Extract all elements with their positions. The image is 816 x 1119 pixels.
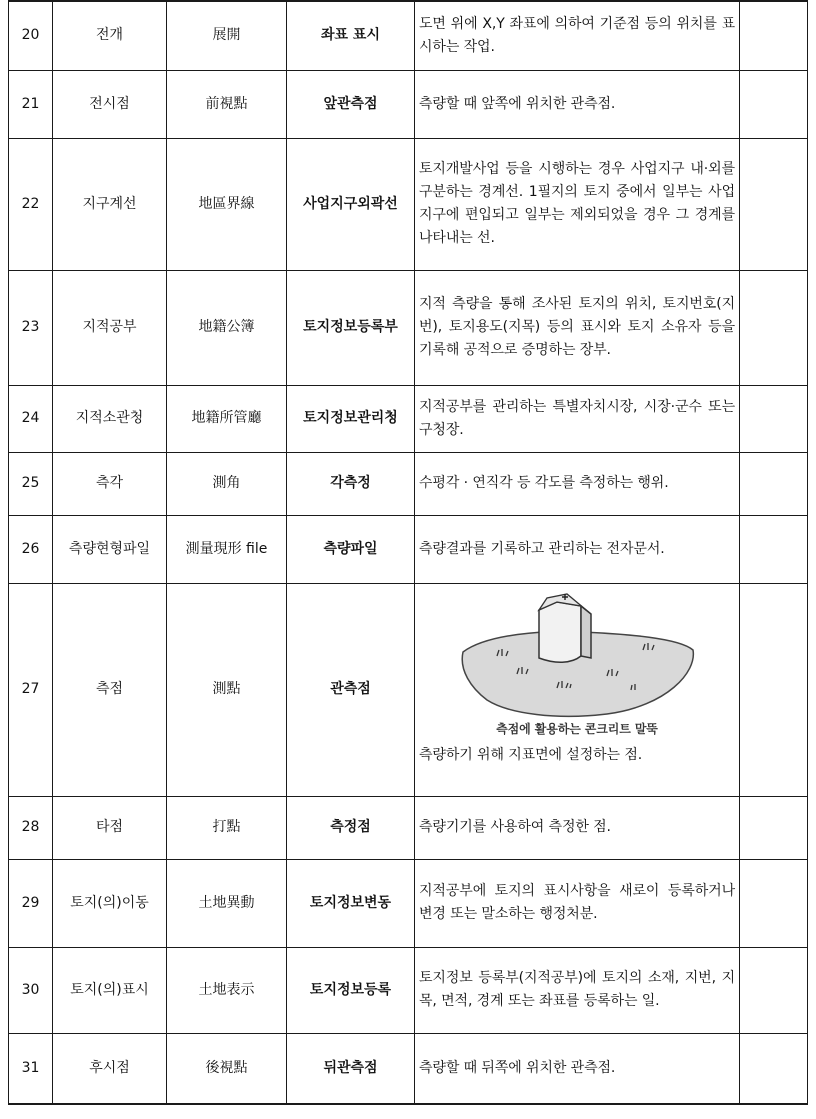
- korean-term: 측점: [53, 583, 167, 796]
- table-row: [9, 583, 808, 796]
- table-row: [9, 270, 808, 385]
- korean-term: 지구계선: [53, 138, 167, 270]
- definition: 토지정보 등록부(지적공부)에 토지의 소재, 지번, 지목, 면적, 경계 또는 좌표를 등록하는 일.: [415, 947, 740, 1033]
- remarks-cell: [740, 385, 808, 452]
- row-number: 29: [9, 859, 53, 947]
- korean-term: 전개: [53, 1, 167, 70]
- remarks-cell: [740, 452, 808, 515]
- table-row: [9, 859, 808, 947]
- remarks-cell: [740, 138, 808, 270]
- replacement-term: 측량파일: [287, 515, 415, 583]
- remarks-cell: [740, 1033, 808, 1104]
- illustration-caption: 측점에 활용하는 콘크리트 말뚝: [496, 721, 658, 736]
- table-row: [9, 947, 808, 1033]
- remarks-cell: [740, 796, 808, 859]
- row-number: 31: [9, 1033, 53, 1104]
- replacement-term: 토지정보변동: [287, 859, 415, 947]
- replacement-term: 측정점: [287, 796, 415, 859]
- hanja-term: 測角: [167, 452, 287, 515]
- remarks-cell: [740, 1, 808, 70]
- row-number: 28: [9, 796, 53, 859]
- korean-term: 지적공부: [53, 270, 167, 385]
- row-number: 26: [9, 515, 53, 583]
- definition: 지적공부를 관리하는 특별자치시장, 시장·군수 또는 구청장.: [415, 385, 740, 452]
- table-row: [9, 70, 808, 138]
- row-number: 27: [9, 583, 53, 796]
- definition: 측량하기 위해 지표면에 설정하는 점.: [419, 746, 643, 763]
- replacement-term: 앞관측점: [287, 70, 415, 138]
- row-number: 22: [9, 138, 53, 270]
- row-number: 21: [9, 70, 53, 138]
- korean-term: 지적소관청: [53, 385, 167, 452]
- definition: 측량할 때 앞쪽에 위치한 관측점.: [415, 70, 740, 138]
- hanja-term: 前視點: [167, 70, 287, 138]
- hanja-term: 土地表示: [167, 947, 287, 1033]
- table-row: [9, 515, 808, 583]
- remarks-cell: [740, 947, 808, 1033]
- hanja-term: 展開: [167, 1, 287, 70]
- korean-term: 전시점: [53, 70, 167, 138]
- hanja-term: 測量現形 file: [167, 515, 287, 583]
- definition: 측량기기를 사용하여 측정한 점.: [415, 796, 740, 859]
- definition-with-illustration: [415, 583, 740, 796]
- remarks-cell: [740, 270, 808, 385]
- korean-term: 타점: [53, 796, 167, 859]
- hanja-term: 測點: [167, 583, 287, 796]
- glossary-table: [8, 0, 808, 1105]
- replacement-term: 토지정보관리청: [287, 385, 415, 452]
- hanja-term: 地籍所管廳: [167, 385, 287, 452]
- table-row: [9, 452, 808, 515]
- replacement-term: 뒤관측점: [287, 1033, 415, 1104]
- definition: 지적공부에 토지의 표시사항을 새로이 등록하거나 변경 또는 말소하는 행정처분.: [415, 859, 740, 947]
- korean-term: 측량현형파일: [53, 515, 167, 583]
- row-number: 25: [9, 452, 53, 515]
- concrete-survey-marker-illustration: [457, 590, 697, 718]
- definition: 도면 위에 X,Y 좌표에 의하여 기준점 등의 위치를 표시하는 작업.: [415, 1, 740, 70]
- table-row: [9, 1033, 808, 1104]
- korean-term: 후시점: [53, 1033, 167, 1104]
- replacement-term: 토지정보등록: [287, 947, 415, 1033]
- definition: 측량할 때 뒤쪽에 위치한 관측점.: [415, 1033, 740, 1104]
- korean-term: 측각: [53, 452, 167, 515]
- replacement-term: 관측점: [287, 583, 415, 796]
- hanja-term: 地區界線: [167, 138, 287, 270]
- hanja-term: 地籍公簿: [167, 270, 287, 385]
- row-number: 24: [9, 385, 53, 452]
- table-row: [9, 385, 808, 452]
- remarks-cell: [740, 859, 808, 947]
- replacement-term: 토지정보등록부: [287, 270, 415, 385]
- replacement-term: 각측정: [287, 452, 415, 515]
- concrete-post-side: [581, 606, 591, 658]
- row-number: 23: [9, 270, 53, 385]
- table-row: [9, 796, 808, 859]
- definition: 측량결과를 기록하고 관리하는 전자문서.: [415, 515, 740, 583]
- definition: 지적 측량을 통해 조사된 토지의 위치, 토지번호(지번), 토지용도(지목) 등의 표시와 토지 소유자 등을 기록해 공적으로 증명하는 장부.: [415, 270, 740, 385]
- row-number: 20: [9, 1, 53, 70]
- table-row: [9, 138, 808, 270]
- row-number: 30: [9, 947, 53, 1033]
- table-row: [9, 1, 808, 70]
- korean-term: 토지(의)이동: [53, 859, 167, 947]
- concrete-post-front: [539, 602, 581, 662]
- replacement-term: 사업지구외곽선: [287, 138, 415, 270]
- hanja-term: 後視點: [167, 1033, 287, 1104]
- korean-term: 토지(의)표시: [53, 947, 167, 1033]
- replacement-term: 좌표 표시: [287, 1, 415, 70]
- definition: 수평각 · 연직각 등 각도를 측정하는 행위.: [415, 452, 740, 515]
- hanja-term: 打點: [167, 796, 287, 859]
- remarks-cell: [740, 583, 808, 796]
- remarks-cell: [740, 515, 808, 583]
- definition: 토지개발사업 등을 시행하는 경우 사업지구 내·외를 구분하는 경계선. 1필지의 토지 중에서 일부는 사업지구에 편입되고 일부는 제외되었을 경우 그 경계를 나타내는 선.: [415, 138, 740, 270]
- hanja-term: 土地異動: [167, 859, 287, 947]
- remarks-cell: [740, 70, 808, 138]
